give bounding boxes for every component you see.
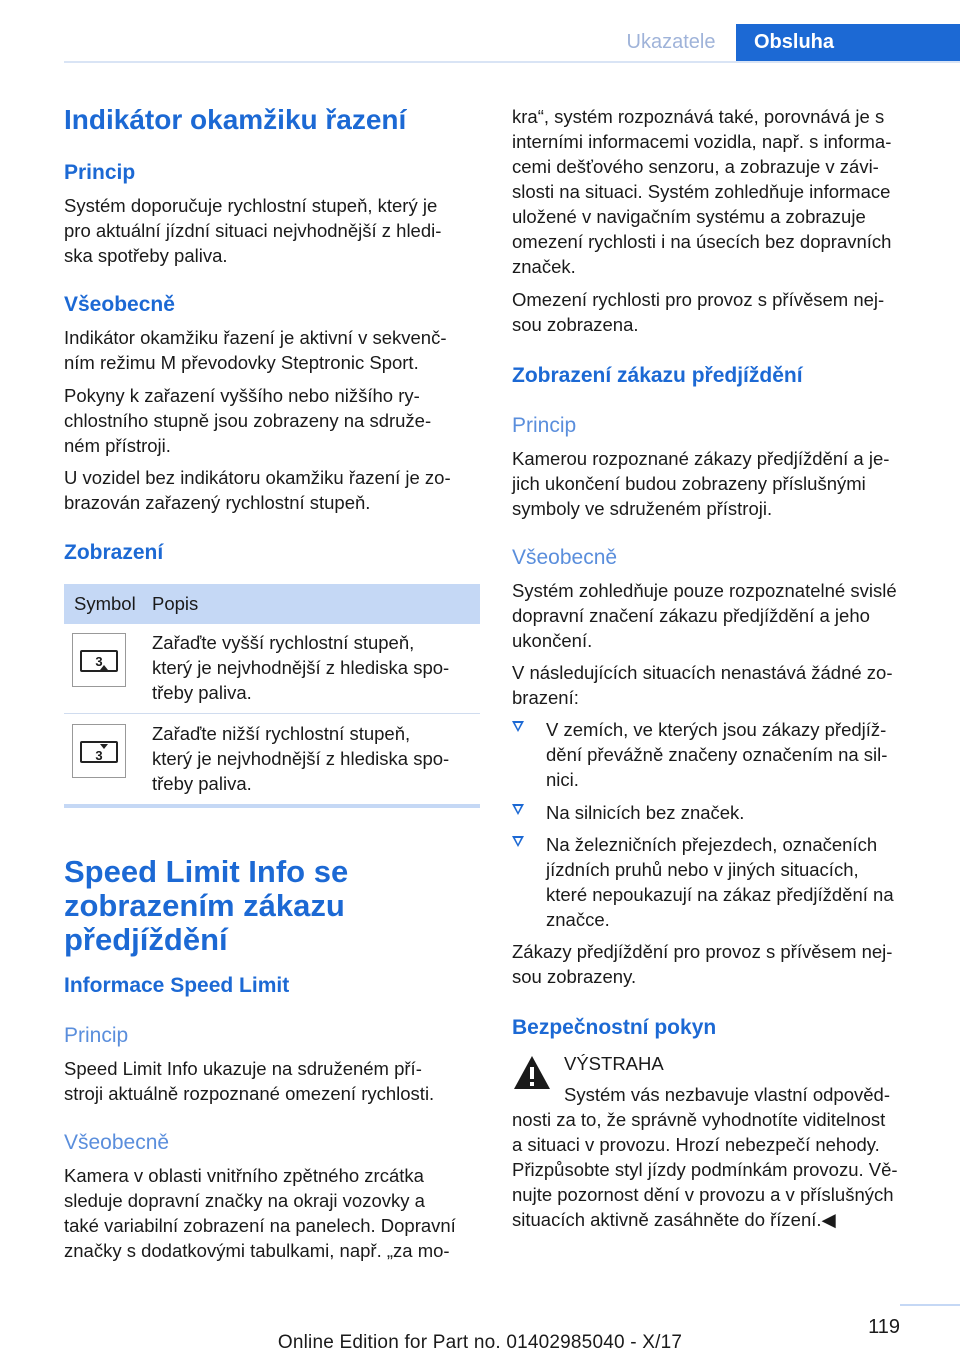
text-line: U vozidel bez indikátoru okamžiku řazení je zo- [64,467,451,488]
text-line: Indikátor okamžiku řazení je aktivní v sekvenč- [64,327,447,348]
warning-label: VÝSTRAHA [564,1053,664,1074]
text-line: interními informacemi vozidla, např. s informa- [512,131,892,152]
section-heading-informace: Informace Speed Limit [64,974,290,997]
text-line: Omezení rychlosti pro provoz s přívěsem nej- [512,289,885,310]
upshift-gear-icon [72,633,126,687]
text-line: ska spotřeby paliva. [64,245,228,266]
table-end-rule [64,804,480,808]
table-header [64,584,480,624]
text-line: Speed Limit Info ukazuje na sdruženém pří- [64,1058,422,1079]
text-line: dění převážně značeny označením na sil- [546,744,888,765]
warning-triangle-icon [512,1053,552,1093]
symbol-table [64,584,480,804]
gear-number: 3 [95,654,103,669]
section-heading-safety: Bezpečnostní pokyn [512,1016,717,1039]
bullet-triangle-icon [512,804,524,815]
paragraph-vseobecne-2 [64,383,484,458]
text-line: také variabilní zobrazení na panelech. Dopravní [64,1215,456,1236]
text-line: ném přístroji. [64,435,171,456]
footer-rule [900,1304,960,1306]
header-rule [64,61,960,63]
chapter-title-line: předjíždění [64,922,228,957]
text-line: Zařaďte vyšší rychlostní stupeň, [152,632,415,653]
text-line: Pokyny k zařazení vyššího nebo nižšího ry- [64,385,420,406]
table-row [64,624,480,714]
section-heading-overtake: Zobrazení zákazu předjíždění [512,364,803,387]
text-line: Přizpůsobte styl jízdy podmínkám provozu. Vě- [512,1159,898,1180]
row-description [152,630,482,705]
gear-number: 3 [95,748,103,763]
text-line: kra“, systém rozpoznává také, porovnává je s [512,106,885,127]
text-line: pro aktuální jízdní situaci nejvhodnější z hledi- [64,220,442,241]
header-section: Ukazatele [626,31,716,53]
bullet-triangle-icon [512,836,524,847]
text-line: třeby paliva. [152,682,252,703]
text-line: nici. [546,769,579,790]
paragraph-speed-princip [64,1056,484,1106]
text-line: Systém zohledňuje pouze rozpoznatelné svislé [512,580,897,601]
footer-edition: Online Edition for Part no. 01402985040 - X/17 [277,1332,683,1353]
paragraph-continued [512,104,937,279]
warning-first-line: Systém vás nezbavuje vlastní odpověd- [564,1084,890,1105]
text-line: jízdních pruhů nebo v jiných situacích, [546,859,859,880]
text-line: sou zobrazeny. [512,966,637,987]
text-line: cemi dešťového senzoru, a zobrazuje v závi- [512,156,879,177]
bullet-triangle-icon [512,721,524,732]
text-line: symboly ve sdruženém přístroji. [512,498,773,519]
column-header-symbol: Symbol [74,593,136,614]
text-line: který je nejvhodnější z hlediska spo- [152,748,450,769]
text-line: Kamerou rozpoznané zákazy předjíždění a je- [512,448,890,469]
warning-text [512,1107,937,1232]
paragraph-princip [64,193,484,268]
text-line: a situaci v provozu. Hrozí nebezpečí nehody. [512,1134,880,1155]
text-line: značce. [546,909,610,930]
paragraph-overtake-general [512,578,937,653]
table-row [64,714,480,804]
text-line: Na silnicích bez značek. [546,802,745,823]
section-heading-zobrazeni: Zobrazení [64,541,164,564]
section-heading-vseobecne: Všeobecně [64,293,175,316]
text-line: ukončení. [512,630,593,651]
text-line: slosti na situaci. Systém zohledňuje informace [512,181,891,202]
paragraph-overtake-princip [512,446,937,521]
text-line: nujte pozornost dění v provozu a v příslušných [512,1184,894,1205]
text-line: ním režimu M převodovky Steptronic Sport. [64,352,419,373]
column-header-description: Popis [152,593,199,614]
chapter-title-line: zobrazením zákazu [64,888,345,923]
text-line: situacích aktivně zasáhněte do řízení.◀ [512,1209,836,1230]
text-line: jich ukončení budou zobrazeny příslušnými [512,473,866,494]
text-line: Zařaďte nižší rychlostní stupeň, [152,723,411,744]
text-line: chlostního stupně jsou zobrazeny na sdruže- [64,410,432,431]
page-title: Indikátor okamžiku řazení [64,104,407,135]
text-line: Zákazy předjíždění pro provoz s přívěsem nej- [512,941,893,962]
header-chapter-tab[interactable]: Obsluha [736,24,960,61]
text-line: Kamera v oblasti vnitřního zpětného zrcátka [64,1165,424,1186]
text-line: které nepoukazují na zákaz předjíždění na [546,884,894,905]
text-line: brazení: [512,687,579,708]
text-line: třeby paliva. [152,773,252,794]
text-line: který je nejvhodnější z hlediska spo- [152,657,450,678]
text-line: omezení rychlosti i na úsecích bez dopravních [512,231,892,252]
text-line: značek. [512,256,576,277]
text-line: uložené v navigačním systému a zobrazuje [512,206,866,227]
paragraph-trailer [512,287,937,337]
chapter-title [64,855,484,957]
text-line: značky s dodatkovými tabulkami, např. „za mo- [64,1240,450,1261]
row-description [152,721,482,796]
text-line: brazován zařazený rychlostní stupeň. [64,492,371,513]
text-line: Systém doporučuje rychlostní stupeň, který je [64,195,438,216]
paragraph-situations [512,660,937,710]
paragraph-trailer-overtake [512,939,937,989]
text-line: nosti za to, že správně vyhodnotíte viditelnost [512,1109,886,1130]
chapter-title-line: Speed Limit Info se [64,854,349,889]
text-line: stroji aktuálně rozpoznané omezení rychlosti. [64,1083,435,1104]
paragraph-vseobecne-1 [64,325,484,375]
subheading-princip: Princip [64,1024,129,1047]
page-number: 119 [868,1316,900,1338]
text-line: sou zobrazena. [512,314,639,335]
paragraph-speed-vseobecne [64,1163,489,1263]
subheading-princip-right: Princip [512,414,577,437]
text-line: Na železničních přejezdech, označeních [546,834,878,855]
subheading-vseobecne: Všeobecně [64,1131,170,1154]
text-line: sleduje dopravní značky na okraji vozovky a [64,1190,425,1211]
section-heading-princip: Princip [64,161,136,184]
text-line: V zemích, ve kterých jsou zákazy předjíž- [546,719,887,740]
paragraph-vseobecne-3 [64,465,484,515]
downshift-gear-icon [72,724,126,778]
subheading-vseobecne-right: Všeobecně [512,546,618,569]
text-line: V následujících situacích nenastává žádné zo- [512,662,893,683]
text-line: dopravní značení zákazu předjíždění a jeho [512,605,870,626]
